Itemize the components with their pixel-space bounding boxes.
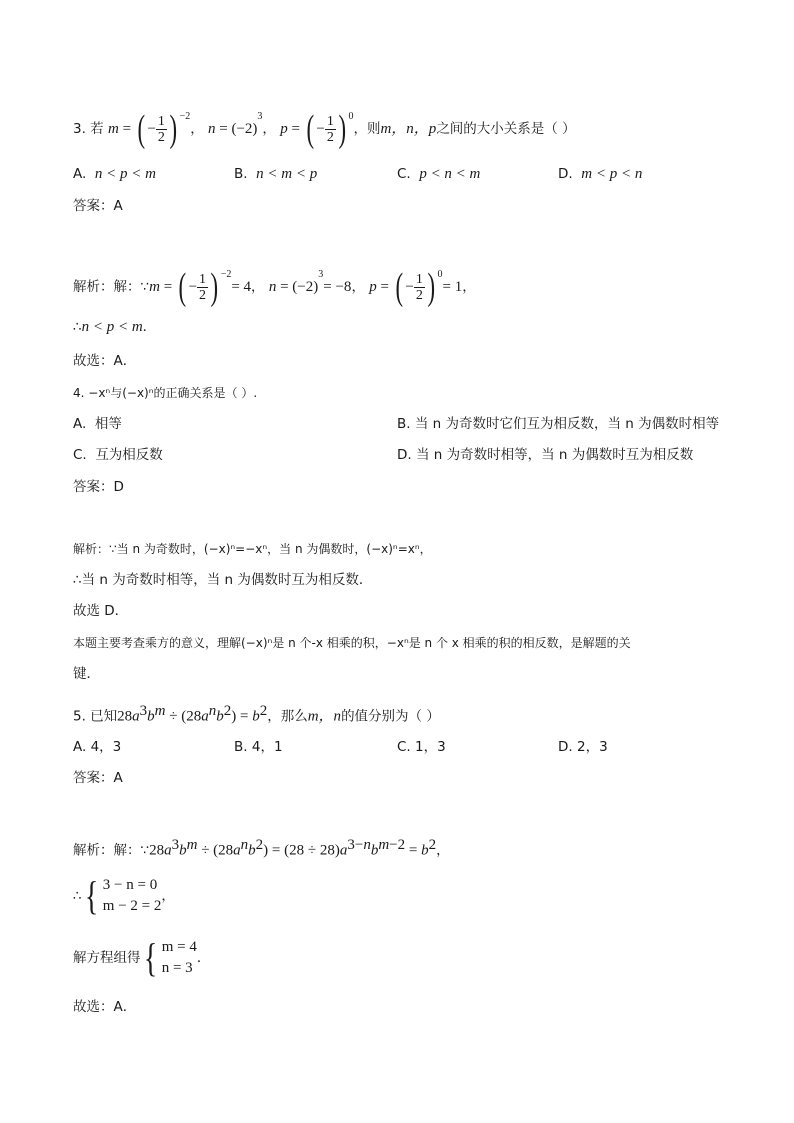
q3-stem: 3. 若 m = ( − $\frac{1}{2}$ ) $^{-2}$， $n = (-2)^3$， p = ( − $\frac{1}{2}$ ) $^0$，则m，n，p之间的大小关系是（ ）	[73, 108, 576, 150]
q5-option-c[interactable]: C. 1，3	[397, 739, 446, 755]
q4-option-a[interactable]: A. 相等	[73, 416, 122, 432]
q5-solution: 解方程组得{ m = 4 n = 3 ．	[73, 935, 211, 980]
q3-option-d[interactable]: D. m < p < n	[558, 166, 643, 182]
q5-system: ∴{ 3 − n = 0 m − 2 = 2 ，	[73, 873, 175, 918]
q3-analysis: 解析：解：∵m = ( − $\frac{1}{2}$ ) $^{-2}$= 4， $n = (-2)^3= -8$， p = ( − $\frac{1}{2}$ ) $^0$= 1，	[73, 266, 476, 308]
q5-option-d[interactable]: D. 2，3	[558, 739, 608, 755]
fraction-half: $\frac{1}{2}$	[157, 113, 165, 145]
q3-choose: 故选：A．	[73, 353, 137, 369]
q4-option-d[interactable]: D. 当 n 为奇数时相等，当 n 为偶数时互为相反数	[397, 447, 694, 463]
q4-stem: 4. −xⁿ与(−x)ⁿ的正确关系是（ ）.	[73, 386, 258, 400]
q4-analysis-2: ∴当 n 为奇数时相等，当 n 为偶数时互为相反数．	[73, 572, 373, 588]
q4-analysis-1: 解析：∵当 n 为奇数时，(−x)ⁿ=−xⁿ，当 n 为偶数时，(−x)ⁿ=xⁿ，	[73, 542, 432, 556]
q4-note-1: 本题主要考查乘方的意义，理解(−x)ⁿ是 n 个-x 相乘的积，−xⁿ是 n 个 x 相乘的积的相反数，是解题的关	[73, 636, 631, 650]
q3-answer: 答案：A	[73, 198, 123, 214]
q5-stem: 5. 已知$28a^3b^m \div (28a^nb^2) = b^2$，那么m，n的值分别为（ ）	[73, 703, 440, 725]
q5-option-a[interactable]: A. 4，3	[73, 739, 122, 755]
q5-option-b[interactable]: B. 4，1	[234, 739, 283, 755]
q4-answer: 答案：D	[73, 479, 124, 495]
q3-conclusion: ∴n < p < m．	[73, 319, 157, 335]
q3-option-c[interactable]: C. p < n < m	[397, 166, 481, 182]
q4-choose: 故选 D．	[73, 603, 129, 619]
q5-choose: 故选：A．	[73, 999, 137, 1015]
q4-option-c[interactable]: C. 互为相反数	[73, 447, 163, 463]
q5-analysis: 解析：解：$\because 28a^3b^m \div (28a^nb^2) = (28 \div 28)a^{3-n}b^{m-2} = b^2$，	[73, 837, 450, 859]
q3-stem-prefix: 3. 若	[73, 121, 104, 137]
q3-option-a[interactable]: A. n < p < m	[73, 166, 156, 182]
q4-note-2: 键．	[73, 666, 100, 682]
q5-answer: 答案：A	[73, 770, 123, 786]
q4-option-b[interactable]: B. 当 n 为奇数时它们互为相反数，当 n 为偶数时相等	[397, 416, 720, 432]
q3-option-b[interactable]: B. n < m < p	[234, 166, 318, 182]
